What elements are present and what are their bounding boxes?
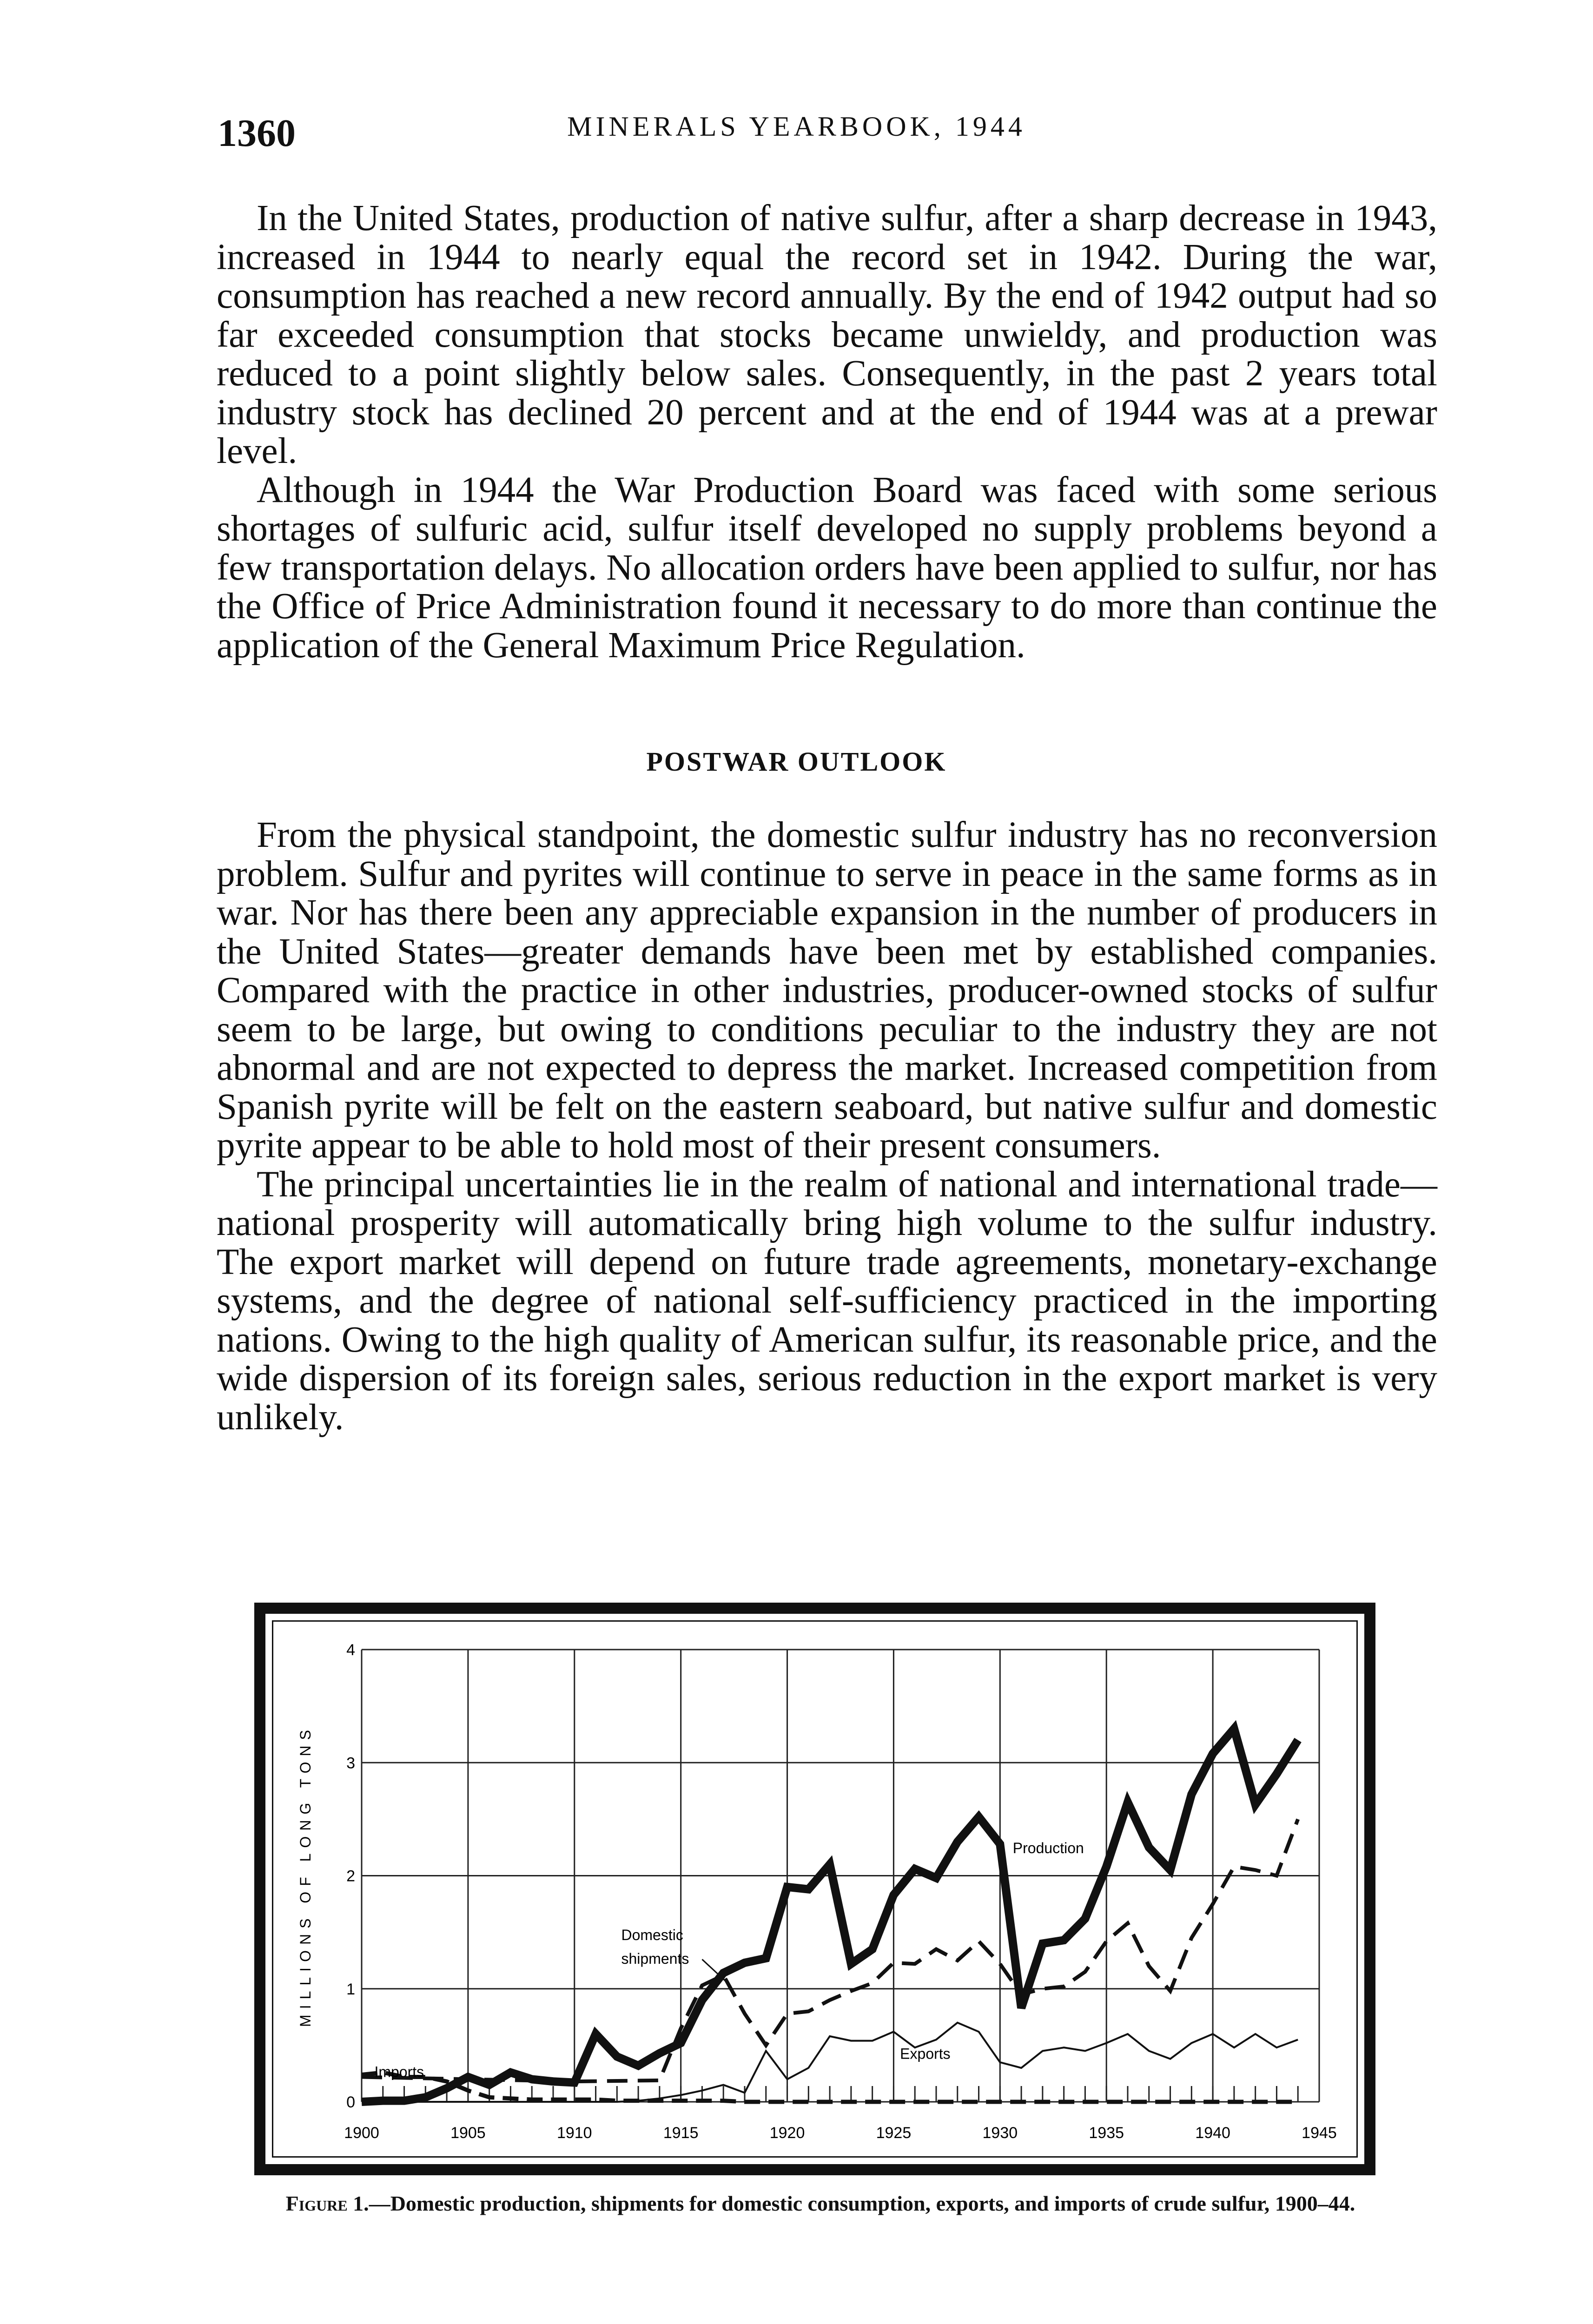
caption-label: Figure 1. [285,2192,369,2215]
x-tick-label-1925: 1925 [876,2124,912,2142]
outlook-paragraph-2: The principal uncertainties lie in the realm of national and international trade—national prosperity will automatically bring high volume to the sulfur industry. The export market will depend on future trade agreements, monetary-exchange systems, and the degree of national self-sufficiency practiced in the importing nations. Owing to the high quality of American sulfur, its reasonable price, and the wide dispersion of its foreign sales, serious reduction in the export market is very unlikely. [217,1164,1437,1438]
annotation-shipments: shipments [621,1950,689,1967]
x-tick-label-1930: 1930 [982,2124,1018,2142]
annotation-production: Production [1012,1839,1084,1856]
x-tick-label-1910: 1910 [556,2124,592,2142]
x-tick-label-1935: 1935 [1089,2124,1124,2142]
x-tick-label-1920: 1920 [769,2124,805,2142]
y-axis-label: MILLIONS OF LONG TONS [297,1724,314,2027]
y-tick-label-4: 4 [346,1641,355,1659]
y-tick-label-0: 0 [346,2093,355,2111]
intro-paragraph-1: In the United States, production of native sulfur, after a sharp decrease in 1943, increased in 1944 to nearly equal the record set in 1942. During the war, consumption has reached a new record annually. By the end of 1942 output had so far exceeded consumption that stocks became unwieldy, and production was reduced to a point slightly below sales. Consequently, in the past 2 years total industry stock has declined 20 percent and at the end of 1944 was at a prewar level. [217,198,1437,471]
annotation-domestic: Domestic [621,1927,683,1944]
intro-paragraph-2: Although in 1944 the War Production Board was faced with some serious shortages of sulfuric acid, sulfur itself developed no supply problems beyond a few transportation delays. No allocation orders have been applied to sulfur, nor has the Office of Price Administration found it necessary to do more than continue the application of the General Maximum Price Regulation. [217,469,1437,666]
page-number: 1360 [218,112,296,155]
annotation-imports: Imports [374,2063,424,2080]
x-tick-label-1905: 1905 [450,2124,486,2142]
x-tick-label-1945: 1945 [1302,2124,1337,2142]
caption-text: —Domestic production, shipments for domestic consumption, exports, and imports of crude sulfur, 1900–44. [369,2192,1355,2215]
intro-section [217,199,1437,665]
y-tick-label-1: 1 [346,1980,355,1998]
series-line-production [362,1729,1298,2102]
running-title: MINERALS YEARBOOK, 1944 [567,111,1026,142]
x-tick-label-1915: 1915 [663,2124,699,2142]
x-tick-label-1940: 1940 [1195,2124,1230,2142]
figure-inner-border [272,1620,1358,2158]
sulfur-chart [273,1622,1357,2157]
figure-frame [254,1603,1375,2175]
y-tick-label-3: 3 [346,1754,355,1772]
outlook-paragraph-1: From the physical standpoint, the domestic sulfur industry has no reconversion problem. Sulfur and pyrites will continue to serve in peace in the same forms as in war. Nor has there been any appreciable expansion in the number of producers in the United States—greater demands have been met by established companies. Compared with the practice in other industries, producer-owned stocks of sulfur seem to be large, but owing to conditions peculiar to the industry they are not abnormal and are not expected to depress the market. Increased competition from Spanish pyrite will be felt on the eastern seaboard, but native sulfur and domestic pyrite appear to be able to hold most of their present consumers. [217,815,1437,1166]
chart-grid [362,1650,1319,2102]
x-tick-label-1900: 1900 [344,2124,379,2142]
outlook-section [217,816,1437,1437]
figure-caption [195,2190,1446,2217]
annotation-exports: Exports [900,2045,951,2062]
y-tick-label-2: 2 [346,1867,355,1885]
section-heading: POSTWAR OUTLOOK [646,746,947,777]
